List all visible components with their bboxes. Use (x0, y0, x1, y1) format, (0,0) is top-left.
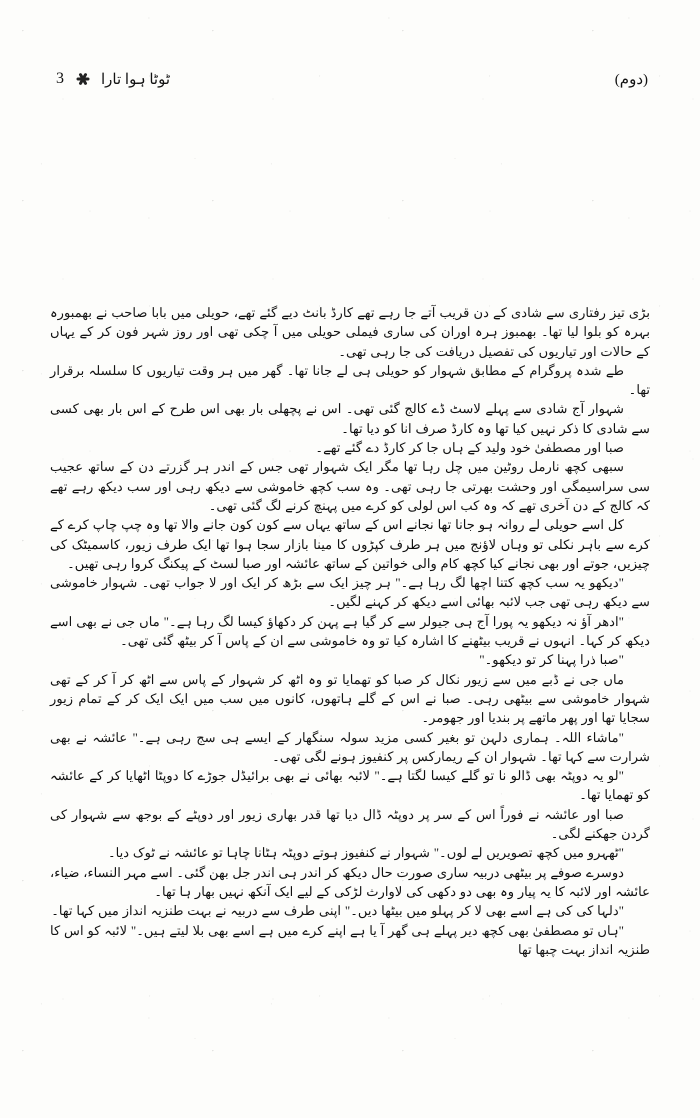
paragraph: بڑی تیز رفتاری سے شادی کے دن قریب آتے جا رہے تھے کارڈ بانٹ دیے گئے تھے، حویلی میں بابا صاحب نے بھمبورہ بہرہ کو بلوا لیا تھا۔ بھمبوز ہرہ اوران کی ساری فیملی حویلی میں آ چکی تھی اور روز شہر فون کر کے یہاں کے حالات اور تیاریوں کی تفصیل دریافت کی جا رہی تھی۔ (50, 305, 650, 359)
paragraph: "ٹھہرو میں کچھ تصویریں لے لوں۔" شہوار نے کنفیوز ہوتے دوپٹہ ہٹانا چاہا تو عائشہ نے ٹوک دیا۔ (107, 845, 624, 861)
paragraph: "دیکھو یہ سب کچھ کتنا اچھا لگ رہا ہے۔" ہر چیز ایک سے بڑھ کر ایک اور لا جواب تھی۔ شہوار خاموشی سے دیکھ رہی تھی جب لائبہ بھائی اسے دیکھ کر کہنے لگیں۔ (50, 575, 650, 610)
paragraph: صبا اور مصطفیٰ خود ولید کے ہاں جا کر کارڈ دے گئے تھے۔ (315, 440, 624, 456)
paragraph: "لو یہ دوپٹہ بھی ڈالو نا تو گلے کیسا لگتا ہے۔" لائبہ بھائی نے بھی برائیڈل جوڑے کا دوپٹا اٹھایا کر کے عائشہ کو تھمایا تھا۔ (50, 768, 650, 803)
header-volume-label: (دوم) (614, 71, 648, 88)
paragraph: سبھی کچھ نارمل روٹین میں چل رہا تھا مگر ایک شہوار تھی جس کے اندر ہر گزرتے دن کے ساتھ عجیب سی سراسیمگی اور وحشت بھرتی جا رہی تھی۔ وہ سب کچھ خاموشی سے دیکھ رہی اور سب دیکھ رہے تھے کہ کالج کے دن آخری تھے کہ وہ کب اس لولی کو کرے میں پہنچ کرنے لگ گئی تھی۔ (50, 459, 650, 513)
paragraph: "ہاں تو مصطفیٰ بھی کچھ دیر پہلے ہی گھر آ یا ہے اپنے کرے میں ہے اسے بھی بلا لیتے ہیں۔" لائبہ کو اس کا طنزیہ انداز بہت چبھا تھا (50, 922, 650, 957)
paragraph: کل اسے حویلی لے روانہ ہو جانا تھا نجانے اس کے ساتھ یہاں سے کون کون جانے والا تھا وہ چپ چاپ کرے کے کرے سے باہر نکلی تو وہاں لاؤنج میں ہر طرف کپڑوں کا مینا بازار سجا ہوا تھا ایک طرف زیور، کاسمیٹک کی چیزیں، جوتے اور بھی نجانے کیا کچھ کام والی خواتین کے ساتھ عائشہ اور صبا لسٹ کے پیکنگ کروا رہی تھیں۔ (50, 517, 650, 571)
paragraph: صبا اور عائشہ نے فوراً اس کے سر پر دوپٹہ ڈال دیا تھا قدر بھاری زیور اور دوپٹے کے بوجھ سے شہوار کی گردن جھکنے لگی۔ (50, 806, 650, 842)
page-header (52, 66, 648, 92)
paragraph: دوسرے صوفے پر بیٹھی دربیہ ساری صورت حال دیکھ کر اندر ہی اندر جل بھن گئی۔ اسے مہر النساء، ضیاء، عائشہ اور لائبہ کا یہ پیار وہ بھی دو دکھی کی لاوارث لڑکی کے لیے ایک آنکھ نہیں بھار ہا تھا۔ (50, 864, 650, 899)
floral-ornament-icon (76, 73, 89, 86)
header-center-group (52, 70, 170, 89)
body-text-block (50, 303, 650, 959)
paragraph: شہوار آج شادی سے پہلے لاسٹ ڈے کالج گئی تھی۔ اس نے پچھلی بار بھی اس طرح کے اس بار بھی کسی سے شادی کا ذکر نہیں کیا تھا وہ کارڈ صرف انا کو دیا تھا۔ (50, 401, 650, 436)
paragraph: "ماشاء اللہ۔ ہماری دلہن تو بغیر کسی مزید سولہ سنگھار کے ایسے ہی سج رہی ہے۔" عائشہ نے بھی شرارت سے کہا تھا۔ شہوار ان کے ریمارکس پر کنفیوز ہونے لگی تھی۔ (50, 729, 650, 764)
paragraph: "ادھر آؤ نہ دیکھو یہ پورا آج ہی جیولر سے کر گیا ہے پہن کر دکھاؤ کیسا لگ رہا ہے۔" ماں جی نے بھی اسے دیکھ کر کہا۔ انہوں نے قریب بیٹھنے کا اشارہ کیا تو وہ خاموشی سے ان کے پاس آ کر بیٹھ گئی تھی۔ (50, 613, 650, 649)
paragraph: "صبا ذرا پہنا کر تو دیکھو۔" (479, 652, 624, 668)
paragraph: "دلہا کی کی ہے اسے بھی لا کر پہلو میں بیٹھا دیں۔" اپنی طرف سے دربیہ نے بہت طنزیہ انداز میں کہا تھا۔ (51, 903, 624, 919)
page-number: 3 (56, 70, 64, 87)
header-book-title: ٹوٹا ہوا تارا (101, 71, 171, 88)
paragraph: طے شدہ پروگرام کے مطابق شہوار کو حویلی ہی لے جانا تھا۔ گھر میں ہر وقت تیاریوں کا سلسلہ برقرار تھا۔ (50, 362, 650, 398)
paragraph: ماں جی نے ڈبے میں سے زیور نکال کر صبا کو تھمایا تو وہ اٹھ کر شہوار کے پاس سے اٹھ کر آ کر کے تھی شہوار خاموشی سے بیٹھی رہی۔ صبا نے اس کے گلے ہاتھوں، کانوں میں سب میں ایک ایک کر کے تمام زیور سجایا تھا اور پھر ماتھے پر بندیا اور جھومر۔ (50, 671, 650, 726)
